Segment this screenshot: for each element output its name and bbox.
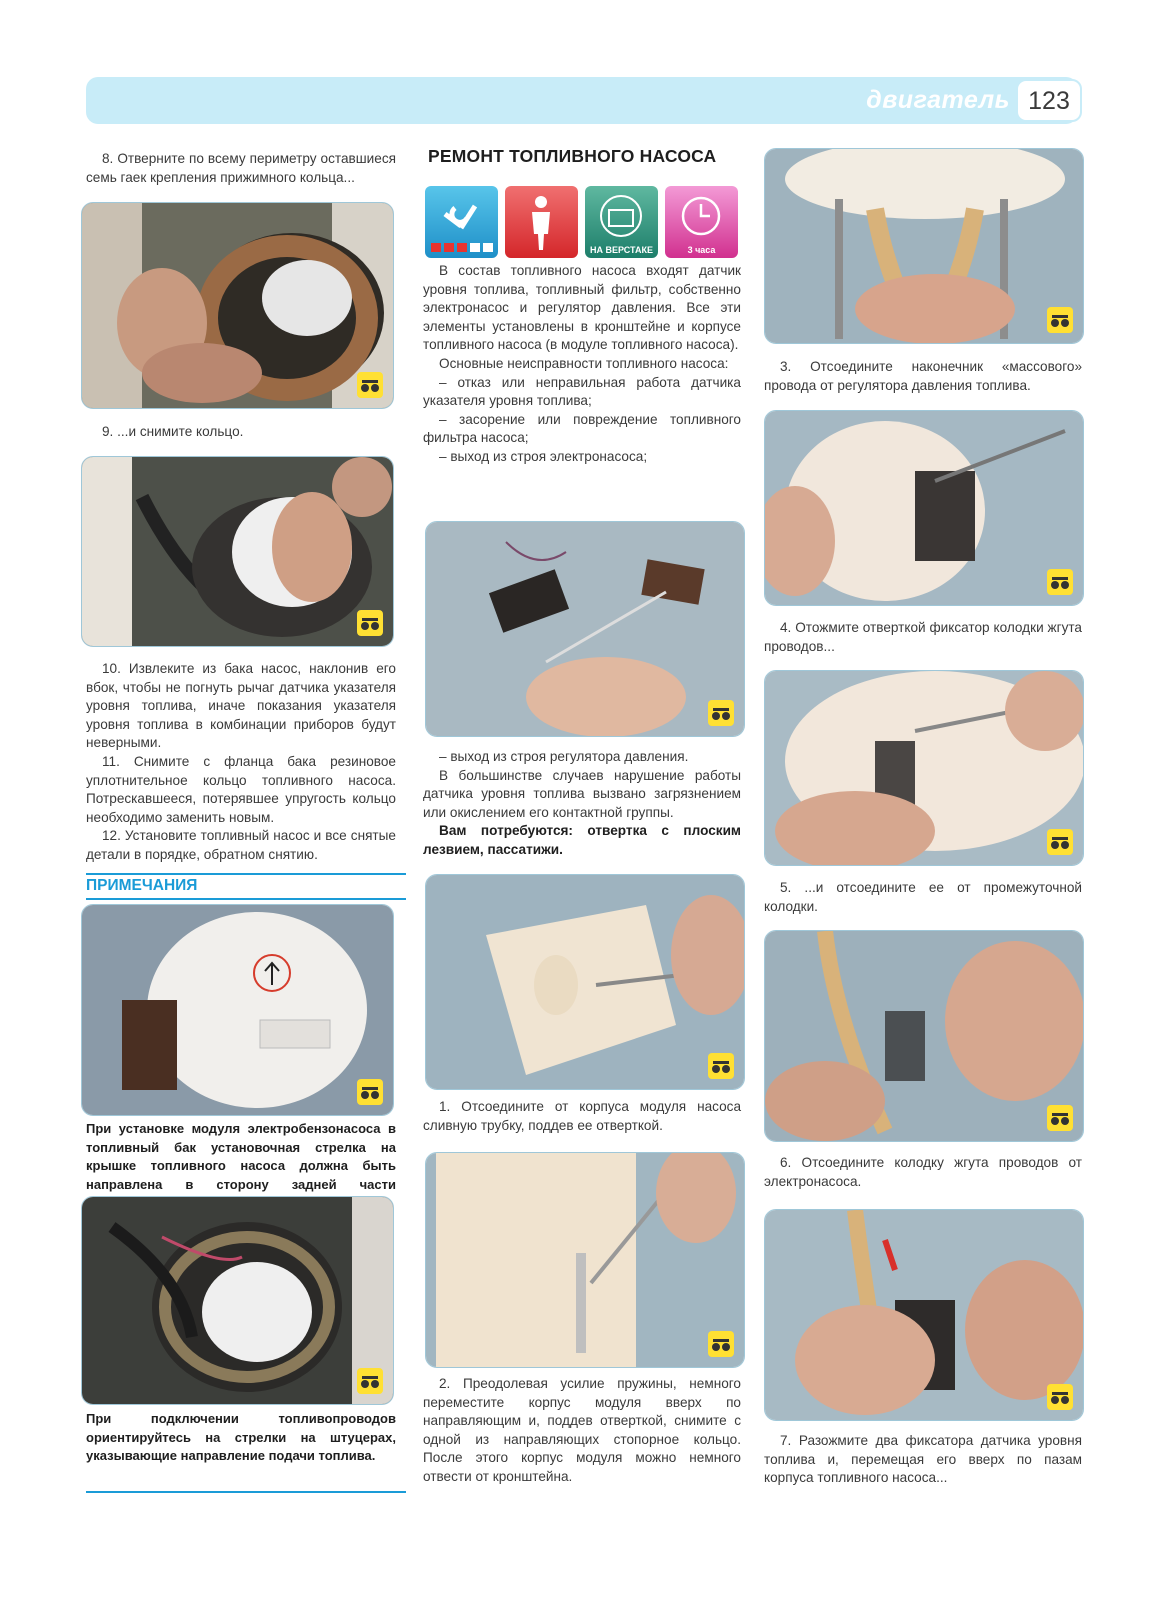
workbench-icon — [585, 186, 658, 258]
time-label: 3 часа — [687, 245, 716, 255]
photo-step4 — [764, 410, 1084, 606]
tool-icon — [357, 1368, 383, 1394]
difficulty-icon — [425, 186, 498, 258]
tool-icon — [708, 700, 734, 726]
tool-icon — [357, 372, 383, 398]
steps-10-12-text: 10. Извлеките из бака насос, наклонив его вбок, чтобы не погнуть рычаг датчика указателя уровня топлива, иначе показания указателя уровня топлива в комбинации приборов будут неверными. 11. Снимите с фланца бака резиновое уплотнительное кольцо топливного насоса. Потрескавшееся, потерявшее упругость кольцо необходимо заменить новым. 12. Установите топливный насос и все снятые детали в порядке, обратном снятию. — [86, 661, 396, 862]
photo-step7 — [764, 1209, 1084, 1421]
time-icon — [665, 186, 738, 258]
tool-icon — [357, 610, 383, 636]
intro-text: В состав топливного насоса входят датчик уровня топлива, топливный фильтр, собственно электронасос и регулятор давления. Все эти элементы установлены в кронштейне и корпусе топливного насоса (в модуле топливного насоса). Основные неисправности топливного насоса: – отказ или неправильная работа датчика указателя уровня топлива; – засорение или повреждение топливного фильтра насоса; – выход из строя электронасоса; — [423, 263, 741, 464]
step5-text: 5. ...и отсоедините ее от промежуточной колодки. — [764, 880, 1082, 914]
photo-step3 — [764, 148, 1084, 344]
photo-step1 — [425, 874, 745, 1090]
note2-text: При подключении топливопроводов ориентируйтесь на стрелки на штуцерах, указывающие направление подачи топлива. — [86, 1411, 396, 1463]
note1-text: При установке модуля электробензонасоса в топливный бак установочная стрелка на крышке топливного насоса должна быть направлена в сторону задней части — [86, 1121, 396, 1192]
tool-icon — [1047, 1384, 1073, 1410]
step4-text: 4. Отожмите отверткой фиксатор колодки жгута проводов... — [764, 620, 1082, 654]
step9-text: 9. ...и снимите кольцо. — [102, 424, 244, 439]
tool-icon — [708, 1053, 734, 1079]
step8-text: 8. Отверните по всему периметру оставшиеся семь гаек крепления прижимного кольца... — [86, 151, 396, 185]
photo-step5 — [764, 670, 1084, 866]
workbench-label: НА ВЕРСТАКЕ — [590, 245, 653, 255]
photo-fuel-lines — [81, 1196, 394, 1405]
photo-step6 — [764, 930, 1084, 1142]
photo-step2 — [425, 1152, 745, 1368]
photo-pump-top-arrow — [81, 904, 394, 1116]
photo-level-sensor — [425, 521, 745, 737]
page-number: 123 — [1016, 79, 1082, 122]
tool-icon — [357, 1079, 383, 1105]
photo-clamp-ring — [81, 202, 394, 409]
repair-title: РЕМОНТ ТОПЛИВНОГО НАСОСА — [428, 146, 717, 166]
person-icon — [505, 186, 578, 258]
faults-text: – выход из строя регулятора давления. В большинстве случаев нарушение работы датчика уровня топлива вызвано загрязнением или окислением его контактной группы. Вам потребуются: отвертка с плоским лезвием, пассатижи. — [423, 749, 741, 857]
tool-icon — [1047, 307, 1073, 333]
tool-icon — [1047, 569, 1073, 595]
step7-text: 7. Разожмите два фиксатора датчика уровня топлива и, перемещая его вверх по пазам корпуса топливного насоса... — [764, 1433, 1082, 1486]
notes-bottom-rule — [86, 1491, 406, 1493]
step6-text: 6. Отсоедините колодку жгута проводов от электронасоса. — [764, 1155, 1082, 1189]
section-title: двигатель — [866, 86, 1010, 114]
step2-text: 2. Преодолевая усилие пружины, немного переместите корпус модуля вверх по направляющим и, поддев отверткой, снимите с одной из направляющих стопорное кольцо. После этого корпус модуля можно немного отвести от кронштейна. — [423, 1376, 741, 1484]
step1-text: 1. Отсоедините от корпуса модуля насоса сливную трубку, поддев ее отверткой. — [423, 1099, 741, 1133]
photo-remove-ring — [81, 456, 394, 647]
tool-icon — [1047, 829, 1073, 855]
notes-title: ПРИМЕЧАНИЯ — [86, 873, 406, 900]
step3-text: 3. Отсоедините наконечник «массового» провода от регулятора давления топлива. — [764, 359, 1082, 393]
tool-icon — [1047, 1105, 1073, 1131]
tool-icon — [708, 1331, 734, 1357]
